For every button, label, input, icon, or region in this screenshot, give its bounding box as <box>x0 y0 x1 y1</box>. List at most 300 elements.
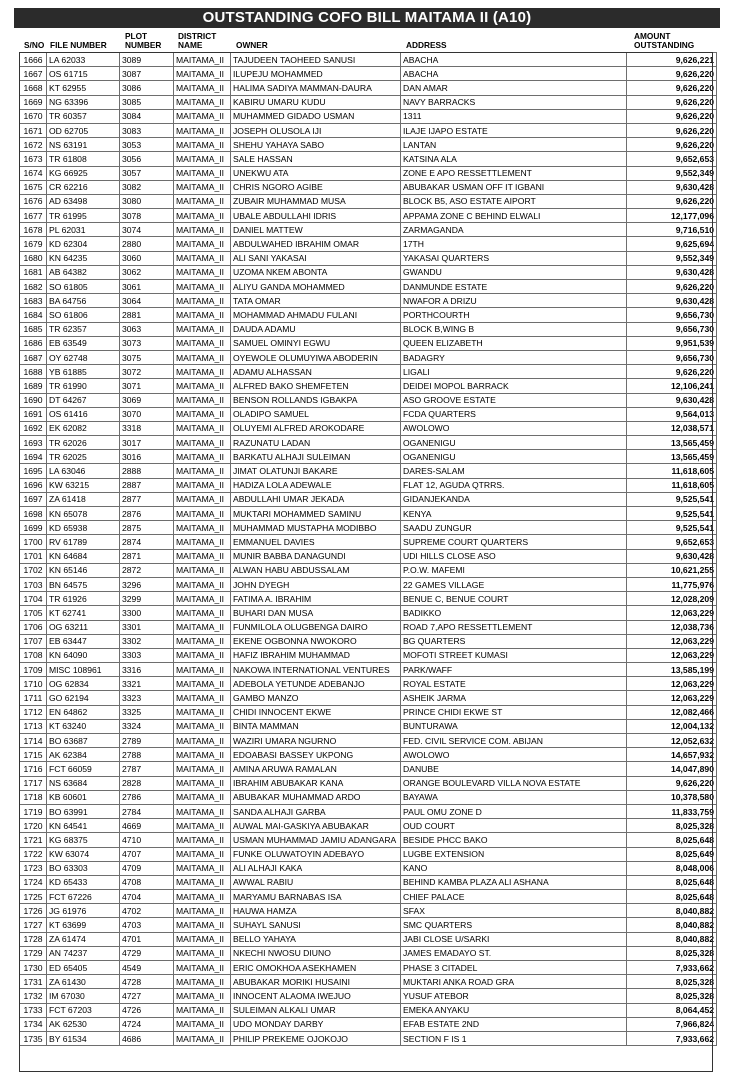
amount-cell: 12,038,736 <box>627 620 717 634</box>
table-row <box>20 180 717 194</box>
owner-cell: EDOABASI BASSEY UKPONG <box>231 748 401 762</box>
amount-cell: 9,656,730 <box>627 308 717 322</box>
table-row <box>20 918 717 932</box>
owner-cell: SAMUEL OMINYI EGWU <box>231 336 401 350</box>
file-number-cell: KD 65938 <box>47 521 120 535</box>
file-number-cell: KN 64235 <box>47 251 120 265</box>
table-row <box>20 81 717 95</box>
sno-cell: 1678 <box>20 223 47 237</box>
table-row <box>20 932 717 946</box>
file-number-cell: CR 62216 <box>47 180 120 194</box>
owner-cell: SALE HASSAN <box>231 152 401 166</box>
owner-cell: CHIDI INNOCENT EKWE <box>231 705 401 719</box>
amount-cell: 9,525,541 <box>627 492 717 506</box>
district-cell: MAITAMA_II <box>174 336 231 350</box>
sno-cell: 1718 <box>20 790 47 804</box>
file-number-cell: YB 61885 <box>47 365 120 379</box>
owner-cell: OLADIPO SAMUEL <box>231 407 401 421</box>
amount-cell: 7,933,662 <box>627 961 717 975</box>
amount-cell: 8,025,328 <box>627 819 717 833</box>
owner-cell: JIMAT OLATUNJI BAKARE <box>231 464 401 478</box>
table-row <box>20 847 717 861</box>
table-row <box>20 663 717 677</box>
sno-cell: 1683 <box>20 294 47 308</box>
address-cell: PRINCE CHIDI EKWE ST <box>401 705 627 719</box>
sno-cell: 1687 <box>20 350 47 364</box>
file-number-cell: SO 61805 <box>47 280 120 294</box>
sno-cell: 1689 <box>20 379 47 393</box>
amount-cell: 9,525,541 <box>627 507 717 521</box>
district-cell: MAITAMA_II <box>174 677 231 691</box>
district-cell: MAITAMA_II <box>174 719 231 733</box>
district-cell: MAITAMA_II <box>174 691 231 705</box>
sno-cell: 1716 <box>20 762 47 776</box>
owner-cell: EKENE OGBONNA NWOKORO <box>231 634 401 648</box>
plot-number-cell: 3060 <box>120 251 174 265</box>
sno-cell: 1693 <box>20 436 47 450</box>
district-cell: MAITAMA_II <box>174 705 231 719</box>
file-number-cell: TR 61990 <box>47 379 120 393</box>
file-number-cell: KB 60601 <box>47 790 120 804</box>
address-cell: MOFOTI STREET KUMASI <box>401 648 627 662</box>
owner-cell: DANIEL MATTEW <box>231 223 401 237</box>
sno-cell: 1695 <box>20 464 47 478</box>
owner-cell: DAUDA ADAMU <box>231 322 401 336</box>
file-number-cell: OG 63211 <box>47 620 120 634</box>
file-number-cell: KN 64684 <box>47 549 120 563</box>
sno-cell: 1692 <box>20 421 47 435</box>
file-number-cell: EB 63549 <box>47 336 120 350</box>
plot-number-cell: 3316 <box>120 663 174 677</box>
file-number-cell: EN 64862 <box>47 705 120 719</box>
amount-cell: 8,025,649 <box>627 847 717 861</box>
file-number-cell: KN 65146 <box>47 563 120 577</box>
district-cell: MAITAMA_II <box>174 109 231 123</box>
district-cell: MAITAMA_II <box>174 478 231 492</box>
file-number-cell: TR 62026 <box>47 436 120 450</box>
owner-cell: UNEKWU ATA <box>231 166 401 180</box>
amount-cell: 9,626,220 <box>627 67 717 81</box>
owner-cell: EMMANUEL DAVIES <box>231 535 401 549</box>
sno-cell: 1712 <box>20 705 47 719</box>
plot-number-cell: 3324 <box>120 719 174 733</box>
owner-cell: HADIZA LOLA ADEWALE <box>231 478 401 492</box>
plot-number-cell: 3089 <box>120 53 174 67</box>
address-cell: UDI HILLS CLOSE ASO <box>401 549 627 563</box>
district-cell: MAITAMA_II <box>174 648 231 662</box>
amount-cell: 13,565,459 <box>627 450 717 464</box>
owner-cell: PHILIP PREKEME OJOKOJO <box>231 1031 401 1045</box>
amount-cell: 11,618,605 <box>627 464 717 478</box>
owner-cell: MOHAMMAD AHMADU FULANI <box>231 308 401 322</box>
address-cell: KANO <box>401 861 627 875</box>
district-cell: MAITAMA_II <box>174 450 231 464</box>
address-cell: BEHIND KAMBA PLAZA ALI ASHANA <box>401 875 627 889</box>
file-number-cell: ZA 61418 <box>47 492 120 506</box>
address-cell: ASHEIK JARMA <box>401 691 627 705</box>
address-cell: SFAX <box>401 904 627 918</box>
address-cell: OGANENIGU <box>401 436 627 450</box>
district-cell: MAITAMA_II <box>174 932 231 946</box>
sno-cell: 1732 <box>20 989 47 1003</box>
amount-cell: 9,630,428 <box>627 393 717 407</box>
address-cell: SAADU ZUNGUR <box>401 521 627 535</box>
amount-cell: 12,063,229 <box>627 677 717 691</box>
file-number-cell: FCT 67203 <box>47 1003 120 1017</box>
amount-cell: 9,630,428 <box>627 549 717 563</box>
address-cell: ZARMAGANDA <box>401 223 627 237</box>
amount-cell: 8,025,328 <box>627 989 717 1003</box>
owner-cell: JOSEPH OLUSOLA IJI <box>231 123 401 137</box>
plot-number-cell: 4707 <box>120 847 174 861</box>
table-row <box>20 1003 717 1017</box>
table-row <box>20 280 717 294</box>
table-row <box>20 705 717 719</box>
owner-cell: HAUWA HAMZA <box>231 904 401 918</box>
table-row <box>20 521 717 535</box>
plot-number-cell: 3064 <box>120 294 174 308</box>
address-cell: BG QUARTERS <box>401 634 627 648</box>
plot-number-cell: 3017 <box>120 436 174 450</box>
table-row <box>20 450 717 464</box>
address-cell: DANUBE <box>401 762 627 776</box>
district-cell: MAITAMA_II <box>174 436 231 450</box>
table-row <box>20 719 717 733</box>
district-cell: MAITAMA_II <box>174 407 231 421</box>
header-district-name: DISTRICT NAME <box>178 31 217 50</box>
sno-cell: 1670 <box>20 109 47 123</box>
plot-number-cell: 4710 <box>120 833 174 847</box>
table-row <box>20 194 717 208</box>
sno-cell: 1681 <box>20 265 47 279</box>
plot-number-cell: 3300 <box>120 606 174 620</box>
address-cell: PARK/WAFF <box>401 663 627 677</box>
sno-cell: 1666 <box>20 53 47 67</box>
district-cell: MAITAMA_II <box>174 577 231 591</box>
amount-cell: 9,951,539 <box>627 336 717 350</box>
sno-cell: 1715 <box>20 748 47 762</box>
table-row <box>20 436 717 450</box>
owner-cell: ERIC OMOKHOA ASEKHAMEN <box>231 961 401 975</box>
owner-cell: NKECHI NWOSU DIUNO <box>231 946 401 960</box>
sno-cell: 1726 <box>20 904 47 918</box>
address-cell: ILAJE IJAPO ESTATE <box>401 123 627 137</box>
plot-number-cell: 3056 <box>120 152 174 166</box>
owner-cell: OYEWOLE OLUMUYIWA ABODERIN <box>231 350 401 364</box>
sno-cell: 1705 <box>20 606 47 620</box>
address-cell: JABI CLOSE U/SARKI <box>401 932 627 946</box>
sno-cell: 1733 <box>20 1003 47 1017</box>
owner-cell: ABUBAKAR MUHAMMAD ARDO <box>231 790 401 804</box>
owner-cell: ABDULLAHI UMAR JEKADA <box>231 492 401 506</box>
file-number-cell: AN 74237 <box>47 946 120 960</box>
plot-number-cell: 4708 <box>120 875 174 889</box>
owner-cell: OLUYEMI ALFRED AROKODARE <box>231 421 401 435</box>
plot-number-cell: 3053 <box>120 138 174 152</box>
district-cell: MAITAMA_II <box>174 265 231 279</box>
district-cell: MAITAMA_II <box>174 762 231 776</box>
file-number-cell: IM 67030 <box>47 989 120 1003</box>
file-number-cell: FCT 67226 <box>47 890 120 904</box>
table-row <box>20 109 717 123</box>
sno-cell: 1731 <box>20 975 47 989</box>
file-number-cell: PL 62031 <box>47 223 120 237</box>
file-number-cell: EB 63447 <box>47 634 120 648</box>
plot-number-cell: 3062 <box>120 265 174 279</box>
address-cell: APPAMA ZONE C BEHIND ELWALI <box>401 209 627 223</box>
owner-cell: AWWAL RABIU <box>231 875 401 889</box>
amount-cell: 9,552,349 <box>627 166 717 180</box>
amount-cell: 12,038,571 <box>627 421 717 435</box>
column-header-row <box>14 30 720 52</box>
sno-cell: 1720 <box>20 819 47 833</box>
plot-number-cell: 4702 <box>120 904 174 918</box>
address-cell: BLOCK B,WING B <box>401 322 627 336</box>
amount-cell: 8,040,882 <box>627 918 717 932</box>
address-cell: PHASE 3 CITADEL <box>401 961 627 975</box>
plot-number-cell: 3085 <box>120 95 174 109</box>
district-cell: MAITAMA_II <box>174 1031 231 1045</box>
owner-cell: NAKOWA INTERNATIONAL VENTURES <box>231 663 401 677</box>
plot-number-cell: 2876 <box>120 507 174 521</box>
district-cell: MAITAMA_II <box>174 1017 231 1031</box>
plot-number-cell: 3325 <box>120 705 174 719</box>
owner-cell: ALIYU GANDA MOHAMMED <box>231 280 401 294</box>
amount-cell: 9,626,220 <box>627 138 717 152</box>
plot-number-cell: 3057 <box>120 166 174 180</box>
table-row <box>20 762 717 776</box>
amount-cell: 14,657,932 <box>627 748 717 762</box>
amount-cell: 9,626,220 <box>627 194 717 208</box>
sno-cell: 1728 <box>20 932 47 946</box>
district-cell: MAITAMA_II <box>174 123 231 137</box>
address-cell: ROAD 7,APO RESSETTLEMENT <box>401 620 627 634</box>
amount-cell: 9,552,349 <box>627 251 717 265</box>
address-cell: PAUL OMU ZONE D <box>401 804 627 818</box>
sno-cell: 1673 <box>20 152 47 166</box>
table-row <box>20 1017 717 1031</box>
plot-number-cell: 3083 <box>120 123 174 137</box>
address-cell: DEIDEI MOPOL BARRACK <box>401 379 627 393</box>
address-cell: 22 GAMES VILLAGE <box>401 577 627 591</box>
table-row <box>20 691 717 705</box>
district-cell: MAITAMA_II <box>174 875 231 889</box>
file-number-cell: FCT 66059 <box>47 762 120 776</box>
owner-cell: UZOMA NKEM ABONTA <box>231 265 401 279</box>
page-title: OUTSTANDING COFO BILL MAITAMA II (A10) <box>14 8 720 28</box>
sno-cell: 1730 <box>20 961 47 975</box>
table-row <box>20 138 717 152</box>
sno-cell: 1703 <box>20 577 47 591</box>
owner-cell: IBRAHIM ABUBAKAR KANA <box>231 776 401 790</box>
owner-cell: ADAMU ALHASSAN <box>231 365 401 379</box>
plot-number-cell: 2828 <box>120 776 174 790</box>
table-row <box>20 535 717 549</box>
sno-cell: 1721 <box>20 833 47 847</box>
plot-number-cell: 2888 <box>120 464 174 478</box>
plot-number-cell: 3302 <box>120 634 174 648</box>
owner-cell: BELLO YAHAYA <box>231 932 401 946</box>
address-cell: FCDA QUARTERS <box>401 407 627 421</box>
amount-cell: 9,652,653 <box>627 535 717 549</box>
district-cell: MAITAMA_II <box>174 95 231 109</box>
file-number-cell: KN 65078 <box>47 507 120 521</box>
sno-cell: 1713 <box>20 719 47 733</box>
district-cell: MAITAMA_II <box>174 748 231 762</box>
table-row <box>20 634 717 648</box>
district-cell: MAITAMA_II <box>174 152 231 166</box>
address-cell: CHIEF PALACE <box>401 890 627 904</box>
table-row <box>20 620 717 634</box>
sno-cell: 1729 <box>20 946 47 960</box>
plot-number-cell: 3296 <box>120 577 174 591</box>
amount-cell: 11,775,976 <box>627 577 717 591</box>
address-cell: KATSINA ALA <box>401 152 627 166</box>
plot-number-cell: 4549 <box>120 961 174 975</box>
outstanding-bill-table <box>19 52 717 1046</box>
district-cell: MAITAMA_II <box>174 294 231 308</box>
owner-cell: WAZIRI UMARA NGURNO <box>231 734 401 748</box>
address-cell: ZONE E APO RESSETTLEMENT <box>401 166 627 180</box>
sno-cell: 1698 <box>20 507 47 521</box>
sno-cell: 1680 <box>20 251 47 265</box>
address-cell: ROYAL ESTATE <box>401 677 627 691</box>
sno-cell: 1679 <box>20 237 47 251</box>
district-cell: MAITAMA_II <box>174 308 231 322</box>
plot-number-cell: 3071 <box>120 379 174 393</box>
district-cell: MAITAMA_II <box>174 521 231 535</box>
amount-cell: 9,626,220 <box>627 109 717 123</box>
district-cell: MAITAMA_II <box>174 350 231 364</box>
sno-cell: 1684 <box>20 308 47 322</box>
owner-cell: ALI ALHAJI KAKA <box>231 861 401 875</box>
table-row <box>20 478 717 492</box>
file-number-cell: BN 64575 <box>47 577 120 591</box>
amount-cell: 12,063,229 <box>627 648 717 662</box>
address-cell: 17TH <box>401 237 627 251</box>
owner-cell: UBALE ABDULLAHI IDRIS <box>231 209 401 223</box>
amount-cell: 12,063,229 <box>627 634 717 648</box>
plot-number-cell: 3072 <box>120 365 174 379</box>
table-row <box>20 95 717 109</box>
plot-number-cell: 4724 <box>120 1017 174 1031</box>
sno-cell: 1669 <box>20 95 47 109</box>
table-row <box>20 393 717 407</box>
plot-number-cell: 2881 <box>120 308 174 322</box>
amount-cell: 9,564,013 <box>627 407 717 421</box>
plot-number-cell: 2789 <box>120 734 174 748</box>
address-cell: EFAB ESTATE 2ND <box>401 1017 627 1031</box>
file-number-cell: KW 63215 <box>47 478 120 492</box>
file-number-cell: KD 65433 <box>47 875 120 889</box>
amount-cell: 11,833,759 <box>627 804 717 818</box>
table-row <box>20 804 717 818</box>
file-number-cell: OG 62834 <box>47 677 120 691</box>
district-cell: MAITAMA_II <box>174 138 231 152</box>
sno-cell: 1672 <box>20 138 47 152</box>
plot-number-cell: 4728 <box>120 975 174 989</box>
table-row <box>20 734 717 748</box>
sno-cell: 1710 <box>20 677 47 691</box>
plot-number-cell: 3063 <box>120 322 174 336</box>
sno-cell: 1671 <box>20 123 47 137</box>
address-cell: AWOLOWO <box>401 421 627 435</box>
file-number-cell: TR 60357 <box>47 109 120 123</box>
amount-cell: 8,025,648 <box>627 875 717 889</box>
plot-number-cell: 2786 <box>120 790 174 804</box>
table-row <box>20 336 717 350</box>
sno-cell: 1725 <box>20 890 47 904</box>
plot-number-cell: 2880 <box>120 237 174 251</box>
file-number-cell: KG 66925 <box>47 166 120 180</box>
sno-cell: 1685 <box>20 322 47 336</box>
plot-number-cell: 4709 <box>120 861 174 875</box>
sno-cell: 1674 <box>20 166 47 180</box>
plot-number-cell: 3080 <box>120 194 174 208</box>
amount-cell: 9,626,220 <box>627 123 717 137</box>
amount-cell: 9,525,541 <box>627 521 717 535</box>
file-number-cell: TR 61926 <box>47 592 120 606</box>
file-number-cell: TR 61808 <box>47 152 120 166</box>
table-row <box>20 875 717 889</box>
plot-number-cell: 4704 <box>120 890 174 904</box>
amount-cell: 12,082,466 <box>627 705 717 719</box>
district-cell: MAITAMA_II <box>174 734 231 748</box>
district-cell: MAITAMA_II <box>174 379 231 393</box>
amount-cell: 9,626,220 <box>627 81 717 95</box>
table-row <box>20 790 717 804</box>
owner-cell: ABUBAKAR MORIKI HUSAINI <box>231 975 401 989</box>
plot-number-cell: 3084 <box>120 109 174 123</box>
owner-cell: RAZUNATU LADAN <box>231 436 401 450</box>
file-number-cell: BO 63687 <box>47 734 120 748</box>
district-cell: MAITAMA_II <box>174 237 231 251</box>
plot-number-cell: 4727 <box>120 989 174 1003</box>
file-number-cell: LA 62033 <box>47 53 120 67</box>
table-row <box>20 209 717 223</box>
file-number-cell: OS 61715 <box>47 67 120 81</box>
table-row <box>20 237 717 251</box>
amount-cell: 9,630,428 <box>627 294 717 308</box>
owner-cell: ALI SANI YAKASAI <box>231 251 401 265</box>
owner-cell: MUHAMMAD MUSTAPHA MODIBBO <box>231 521 401 535</box>
district-cell: MAITAMA_II <box>174 819 231 833</box>
table-row <box>20 648 717 662</box>
plot-number-cell: 3075 <box>120 350 174 364</box>
amount-cell: 9,626,220 <box>627 95 717 109</box>
amount-cell: 7,966,824 <box>627 1017 717 1031</box>
sno-cell: 1734 <box>20 1017 47 1031</box>
plot-number-cell: 4726 <box>120 1003 174 1017</box>
address-cell: ABACHA <box>401 53 627 67</box>
address-cell: OGANENIGU <box>401 450 627 464</box>
address-cell: QUEEN ELIZABETH <box>401 336 627 350</box>
amount-cell: 9,630,428 <box>627 265 717 279</box>
sno-cell: 1686 <box>20 336 47 350</box>
amount-cell: 9,626,220 <box>627 280 717 294</box>
table-row <box>20 251 717 265</box>
file-number-cell: KT 63240 <box>47 719 120 733</box>
owner-cell: MUNIR BABBA DANAGUNDI <box>231 549 401 563</box>
address-cell: PORTHCOURTH <box>401 308 627 322</box>
file-number-cell: KT 62955 <box>47 81 120 95</box>
plot-number-cell: 2887 <box>120 478 174 492</box>
plot-number-cell: 3074 <box>120 223 174 237</box>
table-row <box>20 677 717 691</box>
address-cell: SUPREME COURT QUARTERS <box>401 535 627 549</box>
address-cell: BESIDE PHCC BAKO <box>401 833 627 847</box>
file-number-cell: ED 65405 <box>47 961 120 975</box>
